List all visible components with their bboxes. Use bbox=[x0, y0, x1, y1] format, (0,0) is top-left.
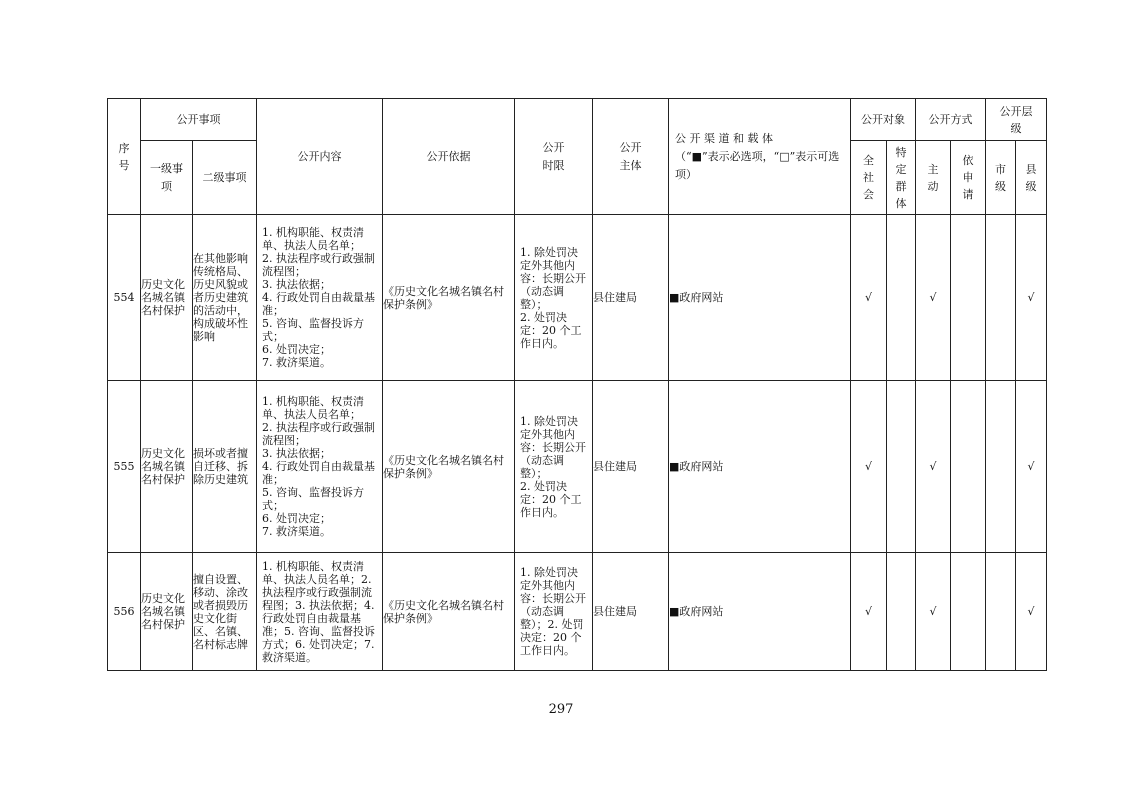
cell-level-county: √ bbox=[1016, 553, 1047, 671]
cell-target-all: √ bbox=[851, 553, 887, 671]
header-item-l2: 二级事项 bbox=[193, 141, 257, 215]
cell-mode-active: √ bbox=[916, 553, 951, 671]
cell-target-specific bbox=[887, 553, 916, 671]
cell-subject: 县住建局 bbox=[593, 215, 669, 381]
cell-l2: 擅自设置、移动、涂改或者损毁历史文化街区、名镇、名村标志牌 bbox=[193, 553, 257, 671]
cell-mode-active: √ bbox=[916, 381, 951, 553]
header-basis: 公开依据 bbox=[383, 99, 515, 215]
header-item-l1: 一级事项 bbox=[141, 141, 193, 215]
header-content: 公开内容 bbox=[257, 99, 383, 215]
header-seq: 序号 bbox=[108, 99, 141, 215]
header-level-group: 公开层级 bbox=[986, 99, 1047, 141]
cell-target-all: √ bbox=[851, 381, 887, 553]
cell-content: 1. 机构职能、权责清单、执法人员名单； 2. 执法程序或行政强制流程图； 3. 执法依据； 4. 行政处罚自由裁量基准； 5. 咨询、监督投诉方式； 6. 处罚决定； 7. 救济渠道。 bbox=[257, 381, 383, 553]
cell-mode-request bbox=[951, 215, 986, 381]
cell-l1: 历史文化名城名镇名村保护 bbox=[141, 215, 193, 381]
table-row bbox=[108, 553, 1047, 671]
cell-seq: 555 bbox=[108, 381, 141, 553]
table-row bbox=[108, 381, 1047, 553]
cell-level-city bbox=[986, 381, 1016, 553]
cell-content: 1. 机构职能、权责清单、执法人员名单； 2. 执法程序或行政强制流程图； 3. 执法依据； 4. 行政处罚自由裁量基准； 5. 咨询、监督投诉方式； 6. 处罚决定； 7. 救济渠道。 bbox=[257, 215, 383, 381]
header-subject: 公开 主体 bbox=[593, 99, 669, 215]
header-item-group: 公开事项 bbox=[141, 99, 257, 141]
header-mode-request: 依申请 bbox=[951, 141, 986, 215]
cell-content: 1. 机构职能、权责清单、执法人员名单；2. 执法程序或行政强制流程图；3. 执法依据；4. 行政处罚自由裁量基准；5. 咨询、监督投诉方式；6. 处罚决定；7. 救济渠道。 bbox=[257, 553, 383, 671]
cell-basis: 《历史文化名城名镇名村保护条例》 bbox=[383, 381, 515, 553]
header-mode-group: 公开方式 bbox=[916, 99, 986, 141]
cell-l1: 历史文化名城名镇名村保护 bbox=[141, 553, 193, 671]
cell-level-city bbox=[986, 553, 1016, 671]
cell-l1: 历史文化名城名镇名村保护 bbox=[141, 381, 193, 553]
header-target-all: 全社会 bbox=[851, 141, 887, 215]
cell-level-city bbox=[986, 215, 1016, 381]
table-row bbox=[108, 215, 1047, 381]
cell-deadline: 1. 除处罚决定外其他内容：长期公开（动态调整）；2. 处罚决定：20 个工作日内。 bbox=[515, 553, 593, 671]
cell-channel: ■政府网站 bbox=[669, 381, 851, 553]
table-header bbox=[108, 99, 1047, 215]
cell-deadline: 1. 除处罚决定外其他内容：长期公开（动态调整）； 2. 处罚决定：20 个工作日内。 bbox=[515, 215, 593, 381]
header-mode-active: 主动 bbox=[916, 141, 951, 215]
header-target-group: 公开对象 bbox=[851, 99, 916, 141]
cell-basis: 《历史文化名城名镇名村保护条例》 bbox=[383, 553, 515, 671]
cell-level-county: √ bbox=[1016, 215, 1047, 381]
table-body bbox=[108, 215, 1047, 671]
cell-channel: ■政府网站 bbox=[669, 215, 851, 381]
header-target-specific: 特定群体 bbox=[887, 141, 916, 215]
page-number: 297 bbox=[548, 702, 574, 717]
cell-basis: 《历史文化名城名镇名村保护条例》 bbox=[383, 215, 515, 381]
header-channel: 公 开 渠 道 和 载 体 （“■”表示必选项，“□”表示可选项） bbox=[669, 99, 851, 215]
cell-target-specific bbox=[887, 381, 916, 553]
cell-mode-request bbox=[951, 381, 986, 553]
cell-channel: ■政府网站 bbox=[669, 553, 851, 671]
cell-level-county: √ bbox=[1016, 381, 1047, 553]
cell-mode-active: √ bbox=[916, 215, 951, 381]
cell-seq: 554 bbox=[108, 215, 141, 381]
header-level-county: 县级 bbox=[1016, 141, 1047, 215]
cell-subject: 县住建局 bbox=[593, 381, 669, 553]
cell-target-specific bbox=[887, 215, 916, 381]
cell-l2: 损坏或者擅自迁移、拆除历史建筑 bbox=[193, 381, 257, 553]
cell-l2: 在其他影响传统格局、历史风貌或者历史建筑的活动中，构成破坏性影响 bbox=[193, 215, 257, 381]
disclosure-table bbox=[107, 98, 1047, 671]
cell-deadline: 1. 除处罚决定外其他内容：长期公开（动态调整）； 2. 处罚决定：20 个工作日内。 bbox=[515, 381, 593, 553]
cell-mode-request bbox=[951, 553, 986, 671]
cell-subject: 县住建局 bbox=[593, 553, 669, 671]
cell-target-all: √ bbox=[851, 215, 887, 381]
header-level-city: 市级 bbox=[986, 141, 1016, 215]
cell-seq: 556 bbox=[108, 553, 141, 671]
header-deadline: 公开 时限 bbox=[515, 99, 593, 215]
